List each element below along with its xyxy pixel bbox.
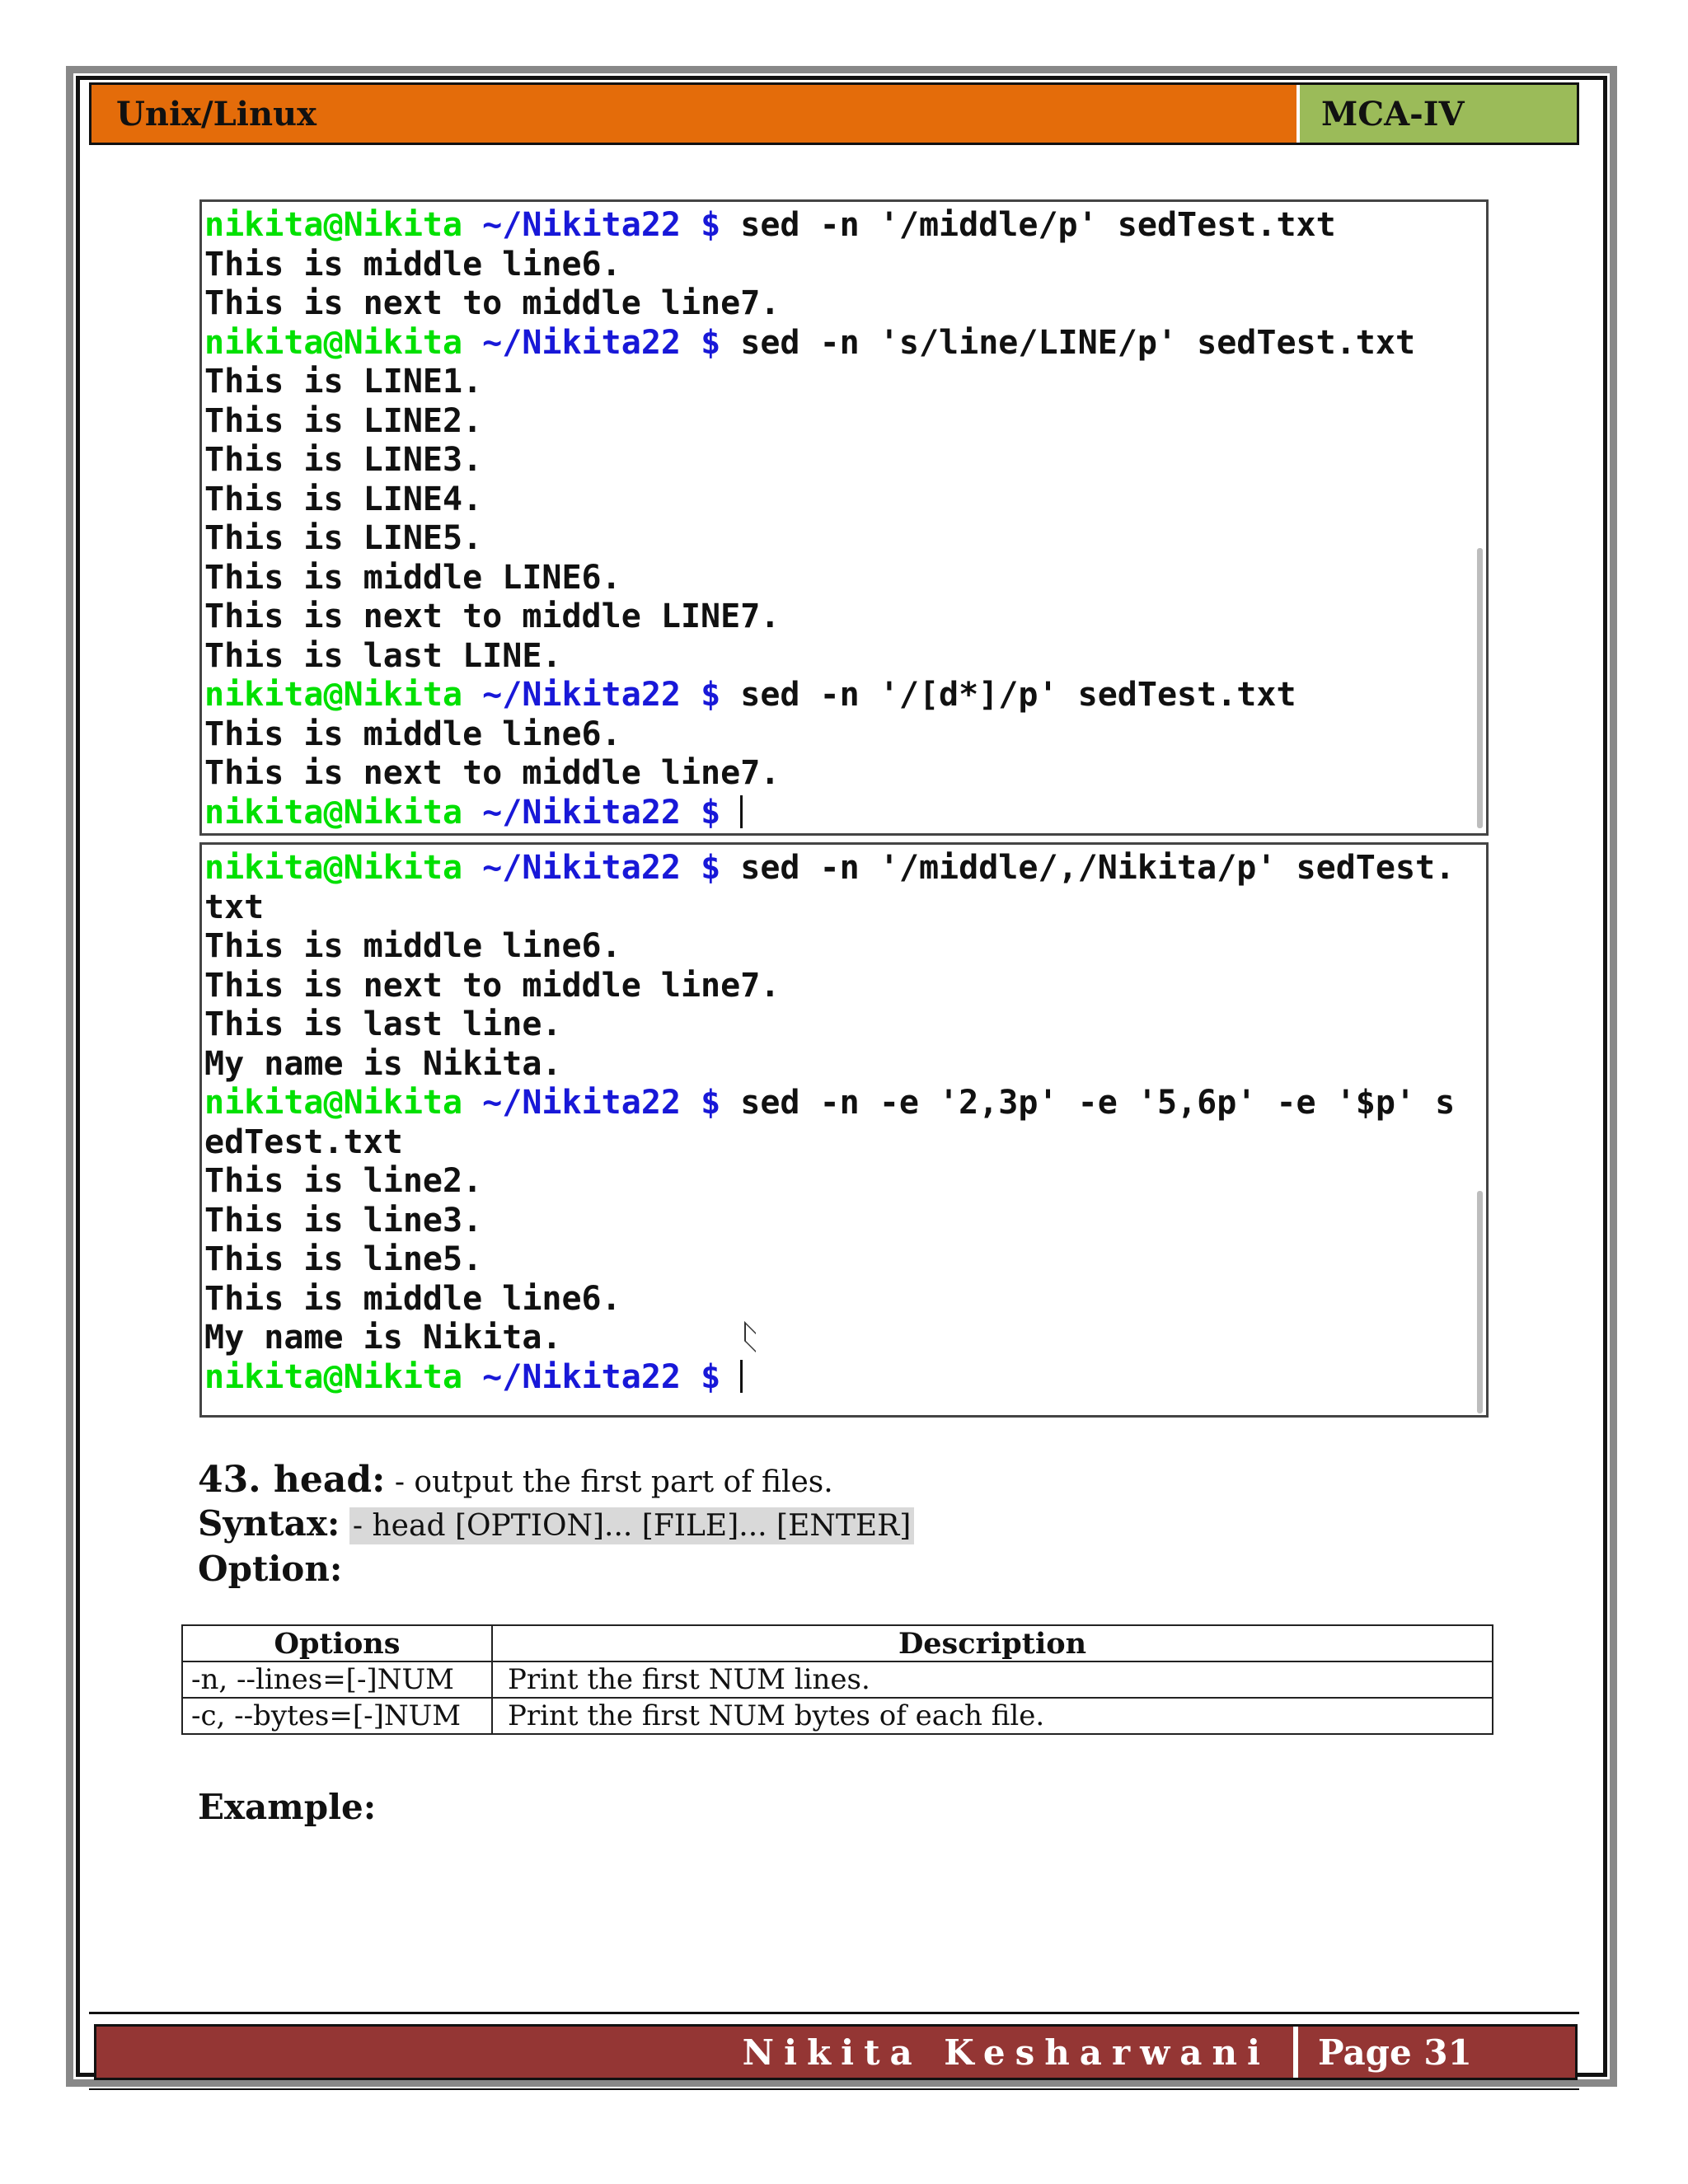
page-header bbox=[89, 82, 1579, 145]
terminal-output-line: This is last LINE. bbox=[204, 636, 562, 675]
scrollbar[interactable] bbox=[1477, 1191, 1483, 1413]
terminal-screenshot-1 bbox=[199, 199, 1489, 836]
table-row bbox=[182, 1661, 1493, 1698]
terminal-output-line: This is LINE4. bbox=[204, 480, 483, 518]
terminal-output-line: My name is Nikita. bbox=[204, 1319, 562, 1357]
prompt-path: ~/Nikita22 $ bbox=[482, 1357, 721, 1396]
terminal-output-line: This is LINE1. bbox=[204, 363, 483, 401]
prompt-path: ~/Nikita22 $ bbox=[482, 206, 721, 244]
header-course: MCA-IV bbox=[1300, 85, 1577, 143]
terminal-output-line: This is middle line6. bbox=[204, 715, 621, 753]
syntax-line bbox=[198, 1503, 914, 1544]
prompt-path: ~/Nikita22 $ bbox=[482, 849, 721, 887]
option-cell: -c, --bytes=[-]NUM bbox=[182, 1698, 492, 1734]
description-cell: Print the first NUM lines. bbox=[492, 1661, 1493, 1698]
terminal-output-line: This is next to middle line7. bbox=[204, 754, 781, 792]
prompt-user: nikita@Nikita bbox=[204, 1357, 463, 1396]
terminal-output-line: This is LINE3. bbox=[204, 441, 483, 479]
syntax-label: Syntax: bbox=[198, 1503, 340, 1544]
terminal-output-line: This is middle line6. bbox=[204, 1279, 621, 1318]
option-label: Option: bbox=[198, 1549, 343, 1589]
command-text: sed -n '/middle/p' sedTest.txt bbox=[720, 206, 1336, 244]
prompt-user: nikita@Nikita bbox=[204, 323, 463, 362]
terminal-output-line: This is middle LINE6. bbox=[204, 558, 621, 597]
terminal-prompt-line bbox=[204, 324, 1470, 363]
terminal-output bbox=[204, 206, 1470, 832]
example-label: Example: bbox=[198, 1787, 377, 1827]
terminal-prompt-line bbox=[204, 1358, 1470, 1398]
terminal-output-line: This is middle line6. bbox=[204, 927, 621, 965]
terminal-output-line: edTest.txt bbox=[204, 1122, 403, 1161]
terminal-output-line: This is LINE5. bbox=[204, 519, 483, 557]
terminal-output-line: My name is Nikita. bbox=[204, 1044, 562, 1083]
prompt-user: nikita@Nikita bbox=[204, 849, 463, 887]
footer-author: Nikita Kesharwani bbox=[96, 2027, 1298, 2078]
terminal-output-line: This is middle line6. bbox=[204, 245, 621, 284]
prompt-path: ~/Nikita22 $ bbox=[482, 676, 721, 714]
terminal-output-line: This is line5. bbox=[204, 1240, 483, 1278]
section-title: 43. head: bbox=[198, 1459, 386, 1501]
terminal-screenshot-2 bbox=[199, 842, 1489, 1418]
text-cursor-icon bbox=[740, 795, 743, 828]
command-text: sed -n '/middle/,/Nikita/p' sedTest. bbox=[720, 849, 1456, 887]
header-subject: Unix/Linux bbox=[91, 85, 1300, 143]
command-text: sed -n -e '2,3p' -e '5,6p' -e '$p' s bbox=[720, 1084, 1456, 1122]
terminal-prompt-line bbox=[204, 676, 1470, 715]
prompt-path: ~/Nikita22 $ bbox=[482, 1084, 721, 1122]
terminal-output-line: This is LINE2. bbox=[204, 401, 483, 440]
description-cell: Print the first NUM bytes of each file. bbox=[492, 1698, 1493, 1734]
table-header-description: Description bbox=[492, 1625, 1493, 1661]
prompt-user: nikita@Nikita bbox=[204, 676, 463, 714]
page-footer bbox=[94, 2024, 1578, 2080]
command-text: sed -n '/[d*]/p' sedTest.txt bbox=[720, 676, 1296, 714]
terminal-output-line: This is last line. bbox=[204, 1005, 562, 1043]
footer-rule-bottom bbox=[89, 2088, 1579, 2090]
command-text bbox=[720, 794, 740, 832]
terminal-prompt-line bbox=[204, 794, 1470, 833]
option-cell: -n, --lines=[-]NUM bbox=[182, 1661, 492, 1698]
table-row bbox=[182, 1698, 1493, 1734]
footer-rule bbox=[89, 2012, 1579, 2014]
footer-page-number: Page 31 bbox=[1298, 2027, 1575, 2078]
prompt-user: nikita@Nikita bbox=[204, 206, 463, 244]
terminal-output-line: This is line3. bbox=[204, 1201, 483, 1240]
section-description: - output the first part of files. bbox=[385, 1465, 833, 1499]
prompt-user: nikita@Nikita bbox=[204, 1084, 463, 1122]
terminal-output-line: This is next to middle LINE7. bbox=[204, 598, 781, 635]
prompt-path: ~/Nikita22 $ bbox=[482, 323, 721, 362]
section-heading bbox=[198, 1459, 833, 1501]
terminal-output-line: This is next to middle line7. bbox=[204, 284, 781, 322]
terminal-prompt-line bbox=[204, 849, 1470, 888]
command-text: sed -n 's/line/LINE/p' sedTest.txt bbox=[720, 323, 1416, 362]
table-header-options: Options bbox=[182, 1625, 492, 1661]
options-table bbox=[181, 1624, 1493, 1735]
terminal-output-line: This is next to middle line7. bbox=[204, 966, 781, 1005]
terminal-output bbox=[204, 849, 1470, 1397]
terminal-output-line: txt bbox=[204, 888, 265, 926]
scrollbar[interactable] bbox=[1477, 548, 1483, 828]
terminal-output-line: This is line2. bbox=[204, 1162, 483, 1200]
terminal-prompt-line bbox=[204, 206, 1470, 246]
table-header-row bbox=[182, 1625, 1493, 1661]
syntax-value: - head [OPTION]... [FILE]... [ENTER] bbox=[349, 1507, 914, 1544]
terminal-prompt-line bbox=[204, 1084, 1470, 1123]
command-text bbox=[720, 1358, 740, 1396]
prompt-path: ~/Nikita22 $ bbox=[482, 793, 721, 832]
prompt-user: nikita@Nikita bbox=[204, 793, 463, 832]
text-cursor-icon bbox=[740, 1360, 743, 1393]
